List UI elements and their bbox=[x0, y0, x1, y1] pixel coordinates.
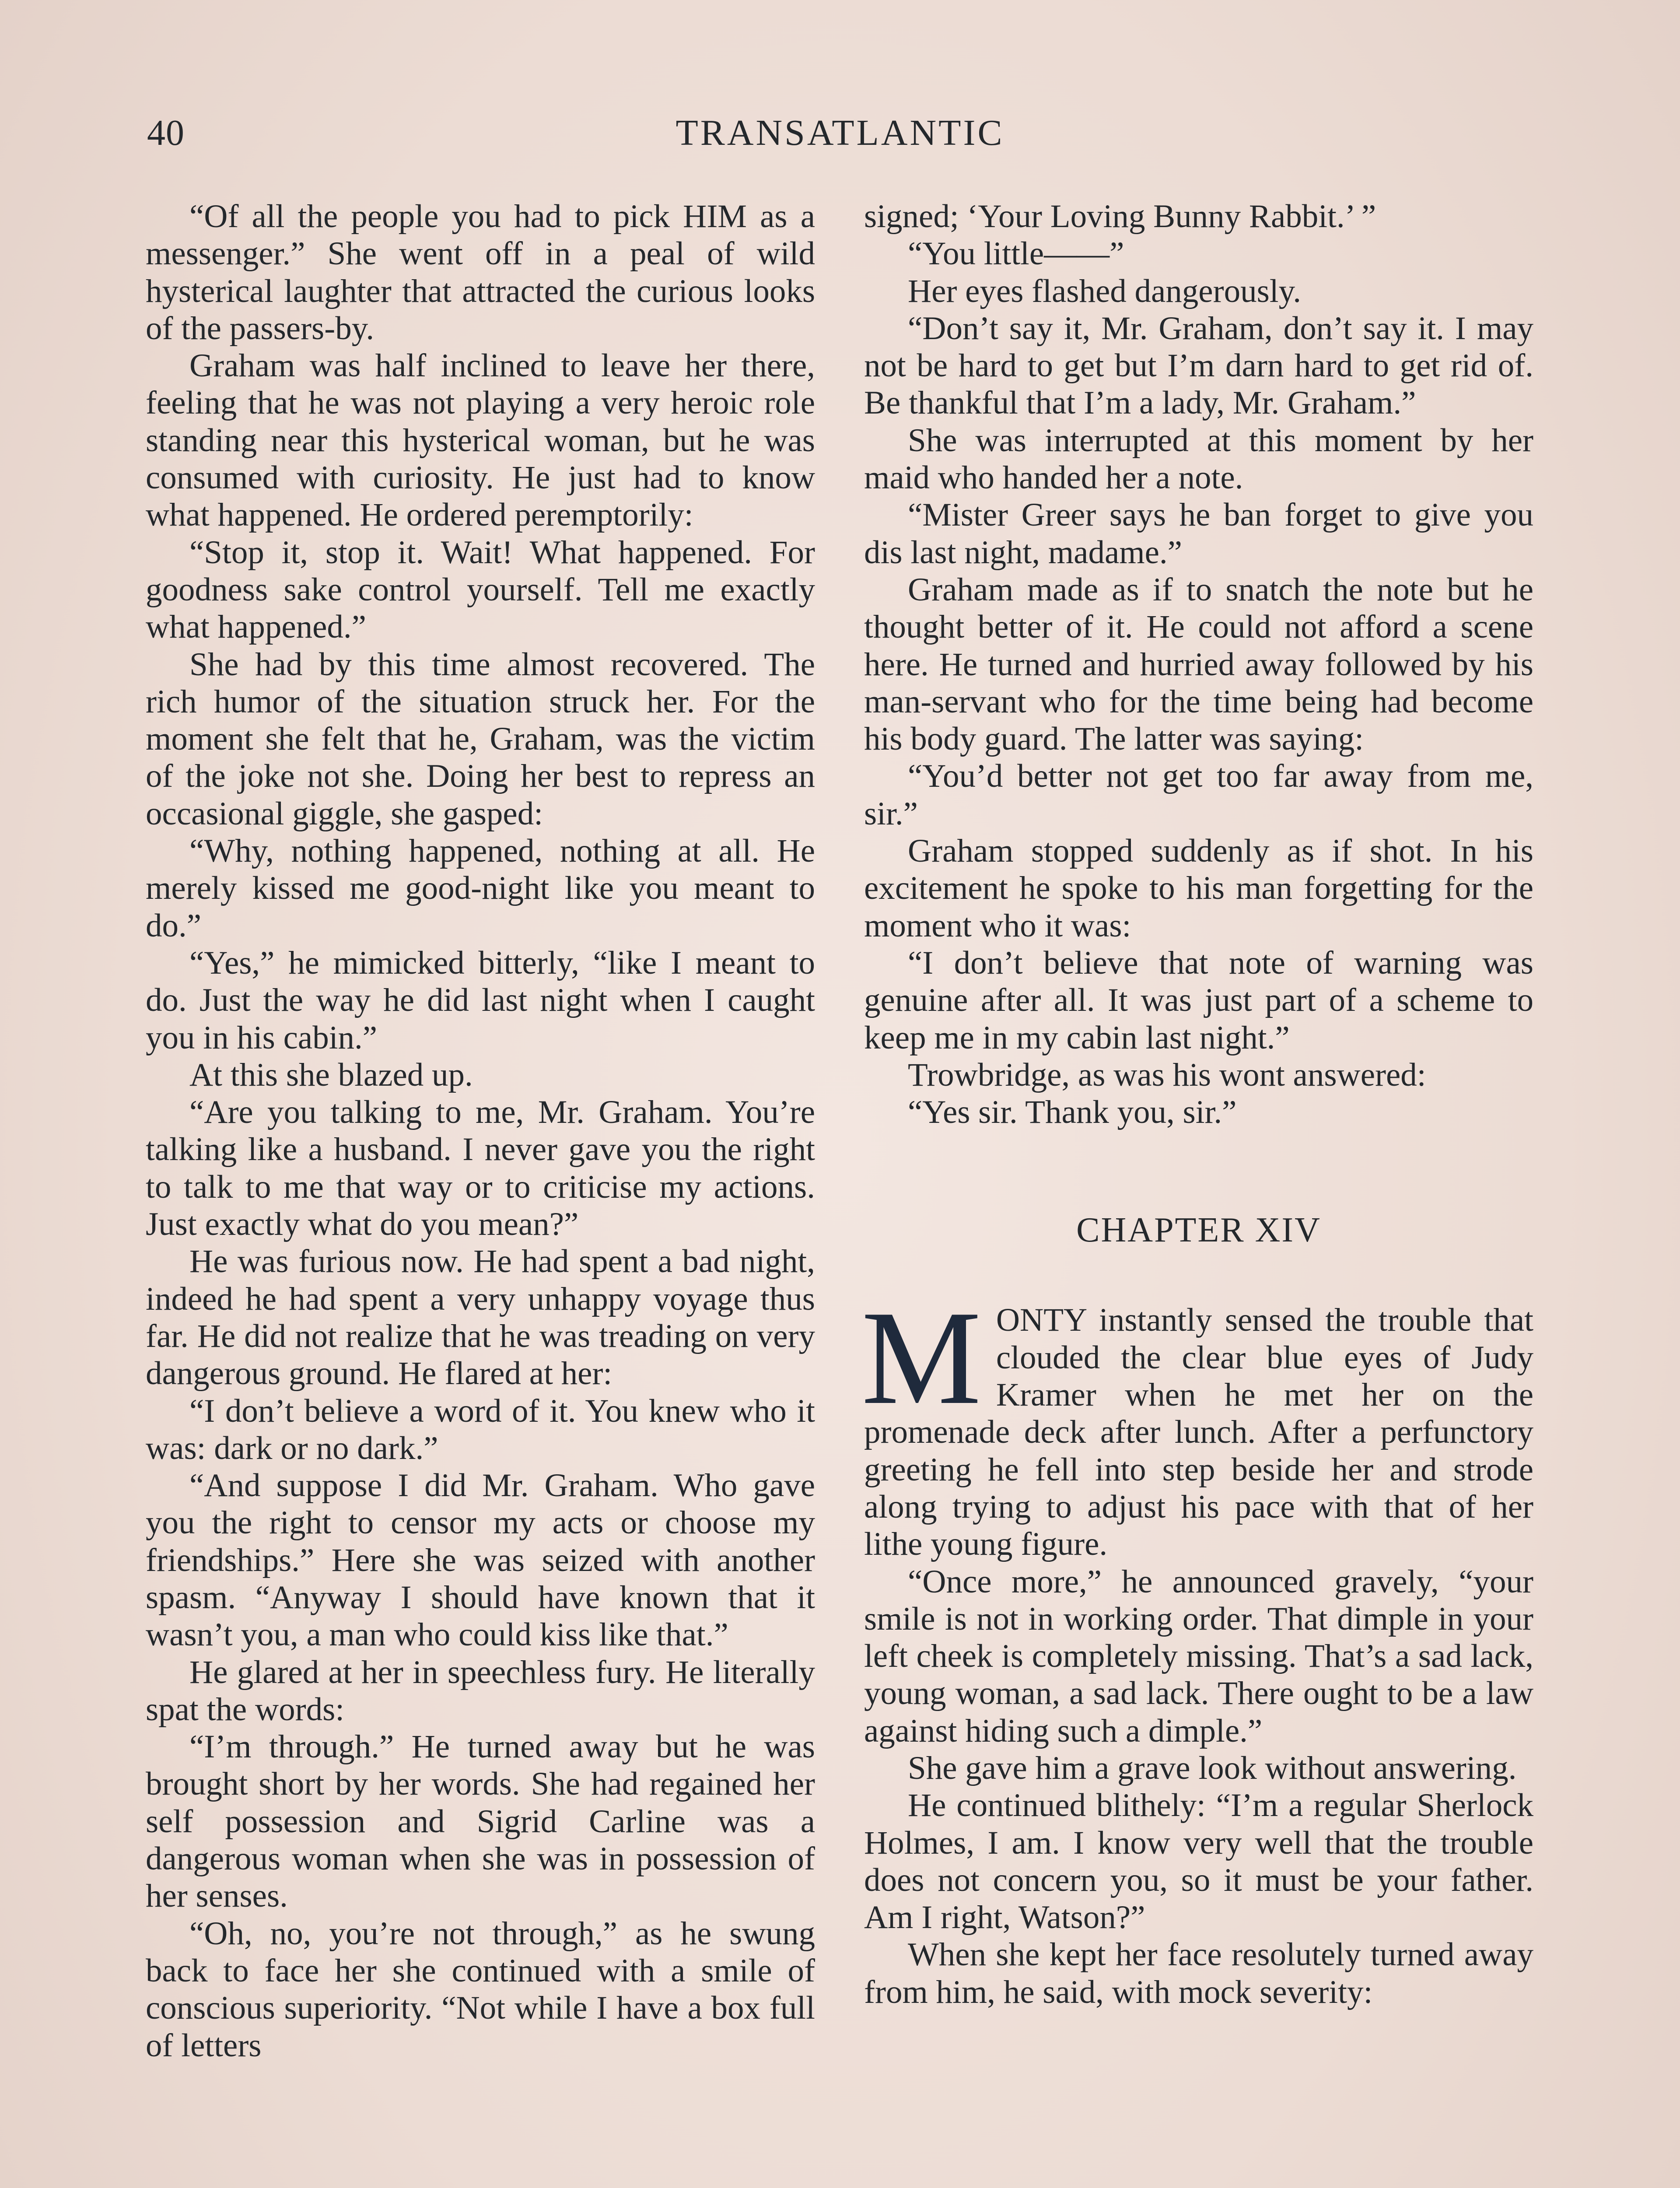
paragraph: Her eyes flashed dangerously. bbox=[908, 273, 1301, 309]
paragraph: “You’d better not get too far away from me, sir.” bbox=[864, 758, 1533, 832]
chapter-title: CHAPTER XIV bbox=[1076, 1211, 1321, 1250]
right-column-top bbox=[864, 198, 1533, 1131]
paragraph: “Stop it, stop it. Wait! What happened. For goodness sake control yourself. Tell me exactly what happened.” bbox=[146, 534, 815, 645]
drop-cap: M bbox=[861, 1283, 981, 1433]
paragraph: He continued blithely: “I’m a regular Sherlock Holmes, I am. I know very well that the trouble does not concern you, so it must be your father. Am I right, Watson?” bbox=[864, 1787, 1533, 1936]
paragraph: “Yes,” he mimicked bitterly, “like I meant to do. Just the way he did last night when I caught you in his cabin.” bbox=[146, 944, 815, 1056]
paragraph: She was interrupted at this moment by her maid who handed her a note. bbox=[864, 422, 1533, 496]
right-column-bottom bbox=[864, 1563, 1533, 2011]
paragraph: When she kept her face resolutely turned away from him, he said, with mock severity: bbox=[864, 1936, 1533, 2010]
paragraph: He glared at her in speechless fury. He literally spat the words: bbox=[146, 1654, 815, 1728]
paragraph: “Why, nothing happened, nothing at all. He merely kissed me good-night like you meant to do.” bbox=[146, 833, 815, 944]
page-number: 40 bbox=[147, 112, 185, 153]
paragraph: “Oh, no, you’re not through,” as he swung back to face her she continued with a smile of conscious superiority. “Not while I have a box full of letters bbox=[146, 1915, 815, 2064]
paragraph: Trowbridge, as was his wont answered: bbox=[908, 1056, 1426, 1093]
paragraph: “I don’t believe that note of warning was genuine after all. It was just part of a scheme to keep me in my cabin last night.” bbox=[864, 944, 1533, 1056]
paragraph: “Once more,” he announced gravely, “your smile is not in working order. That dimple in your left cheek is completely missing. That’s a sad lack, young woman, a sad lack. There ought to be a law against hiding such a dimple.” bbox=[864, 1563, 1533, 1749]
paragraph: “Are you talking to me, Mr. Graham. You’re talking like a husband. I never gave you the right to talk to me that way or to criticise my actions. Just exactly what do you mean?” bbox=[146, 1094, 815, 1243]
paragraph: signed; ‘Your Loving Bunny Rabbit.’ ” bbox=[864, 198, 1376, 235]
paragraph: Graham made as if to snatch the note but he thought better of it. He could not afford a scene here. He turned and hurried away followed by his man-servant who for the time being had become his body guard. The latter was saying: bbox=[864, 571, 1533, 757]
paragraph: At this she blazed up. bbox=[189, 1056, 473, 1093]
paragraph: Graham stopped suddenly as if shot. In his excitement he spoke to his man forgetting for the moment who it was: bbox=[864, 833, 1533, 944]
paragraph: She gave him a grave look without answering. bbox=[908, 1750, 1517, 1786]
paragraph: “I’m through.” He turned away but he was brought short by her words. She had regained her self possession and Sigrid Carline was a dangerous woman when she was in possession of her senses. bbox=[146, 1729, 815, 1914]
paragraph: He was furious now. He had spent a bad night, indeed he had spent a very unhappy voyage thus far. He did not realize that he was treading on very dangerous ground. He flared at her: bbox=[146, 1243, 815, 1392]
paragraph: “Mister Greer says he ban forget to give you dis last night, madame.” bbox=[864, 497, 1533, 571]
running-title: TRANSATLANTIC bbox=[676, 112, 1004, 153]
left-column bbox=[146, 198, 815, 2064]
paragraph: “And suppose I did Mr. Graham. Who gave you the right to censor my acts or choose my friendships.” Here she was seized with another spasm. “Anyway I should have known that it wasn’t you, a man who could kiss like that.” bbox=[146, 1467, 815, 1653]
paragraph: “You little——” bbox=[908, 235, 1124, 272]
chapter-opening-paragraph bbox=[861, 1283, 1533, 1563]
paragraph: “I don’t believe a word of it. You knew who it was: dark or no dark.” bbox=[146, 1392, 815, 1466]
paragraph: “Yes sir. Thank you, sir.” bbox=[908, 1094, 1237, 1131]
paragraph: “Don’t say it, Mr. Graham, don’t say it. I may not be hard to get but I’m darn hard to get rid of. Be thankful that I’m a lady, Mr. Graham.” bbox=[864, 310, 1533, 421]
chapter-opening-text: ONTY instantly sensed the trouble that clouded the clear blue eyes of Judy Kramer when he met her on the promenade deck after lunch. After a perfunctory greeting he fell into step beside her and strode along trying to adjust his pace with that of her lithe young figure. bbox=[864, 1302, 1533, 1563]
paragraph: She had by this time almost recovered. The rich humor of the situation struck her. For the moment she felt that he, Graham, was the victim of the joke not she. Doing her best to repress an occasional giggle, she gasped: bbox=[146, 646, 815, 832]
paragraph: Graham was half inclined to leave her there, feeling that he was not playing a very heroic role standing near this hysterical woman, but he was consumed with curiosity. He just had to know what happened. He ordered peremptorily: bbox=[146, 347, 815, 533]
right-column bbox=[861, 198, 1533, 2011]
paragraph: “Of all the people you had to pick HIM as a messenger.” She went off in a peal of wild hysterical laughter that attracted the curious looks of the passers-by. bbox=[146, 198, 815, 347]
